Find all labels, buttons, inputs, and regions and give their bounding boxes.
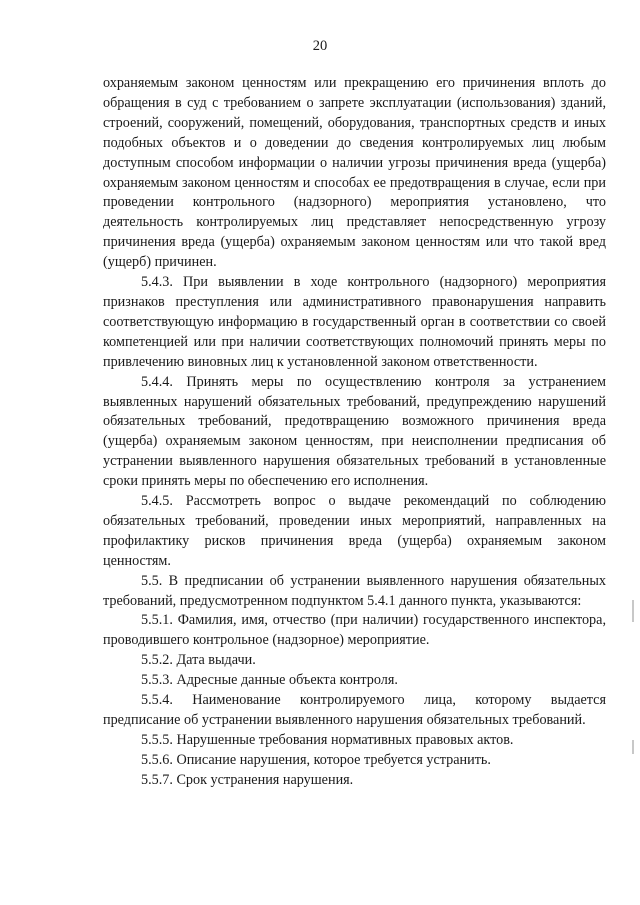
paragraph-5-4-5: 5.4.5. Рассмотреть вопрос о выдаче рекомендаций по соблюдению обязательных требований, проведении иных мероприятий, направленных на профилактику рисков причинения вреда (ущерба) охраняемым законом ценностям. xyxy=(103,493,606,569)
paragraph-5-5-5: 5.5.5. Нарушенные требования нормативных правовых актов. xyxy=(141,731,514,748)
scan-edge-mark xyxy=(632,740,634,754)
paragraph-5-5: 5.5. В предписании об устранении выявленного нарушения обязательных требований, предусмотренном подпунктом 5.4.1 данного пункта, указываются: xyxy=(103,572,606,609)
page-number: 20 xyxy=(312,38,328,54)
paragraph-5-4-4: 5.4.4. Принять меры по осуществлению контроля за устранением выявленных нарушений обязательных требований, предупреждению нарушений обязательных требований, предотвращению возможного причинения вреда (ущерба) охраняемым законом ценностям, при неисполнении предписания об устранении выявленного нарушения обязательных требований в установленные сроки принять меры по обеспечению его исполнения. xyxy=(103,373,606,490)
paragraph-continuation: охраняемым законом ценностям или прекращению его причинения вплоть до обращения в суд с требованием о запрете эксплуатации (использования) зданий, строений, сооружений, помещений, оборудования, транспортных средств и иных подобных объектов и о доведении до сведения контролируемых лиц любым доступным способом информации о наличии угрозы причинения вреда (ущерба) охраняемым законом ценностям и способах ее предотвращения в случае, если при проведении контрольного (надзорного) мероприятия установлено, что деятельность контролируемых лиц представляет непосредственную угрозу причинения вреда (ущерба) охраняемым законом ценностям или что такой вред (ущерб) причинен. xyxy=(103,75,606,271)
paragraph-5-5-1: 5.5.1. Фамилия, имя, отчество (при наличии) государственного инспектора, проводившего контрольное (надзорное) мероприятие. xyxy=(103,612,606,649)
paragraph-5-5-6: 5.5.6. Описание нарушения, которое требуется устранить. xyxy=(141,751,491,768)
document-body xyxy=(103,74,606,791)
paragraph-5-5-2: 5.5.2. Дата выдачи. xyxy=(141,652,256,669)
paragraph-5-5-3: 5.5.3. Адресные данные объекта контроля. xyxy=(141,672,398,689)
paragraph-5-5-7: 5.5.7. Срок устранения нарушения. xyxy=(141,771,354,788)
paragraph-5-4-3: 5.4.3. При выявлении в ходе контрольного (надзорного) мероприятия признаков преступления или административного правонарушения направить соответствующую информацию в государственный орган в соответствии со своей компетенцией или при наличии соответствующих полномочий принять меры по привлечению виновных лиц к установленной законом ответственности. xyxy=(103,274,606,370)
paragraph-5-5-4: 5.5.4. Наименование контролируемого лица, которому выдается предписание об устранении выявленного нарушения обязательных требований. xyxy=(103,692,606,728)
scan-edge-mark xyxy=(632,600,634,622)
